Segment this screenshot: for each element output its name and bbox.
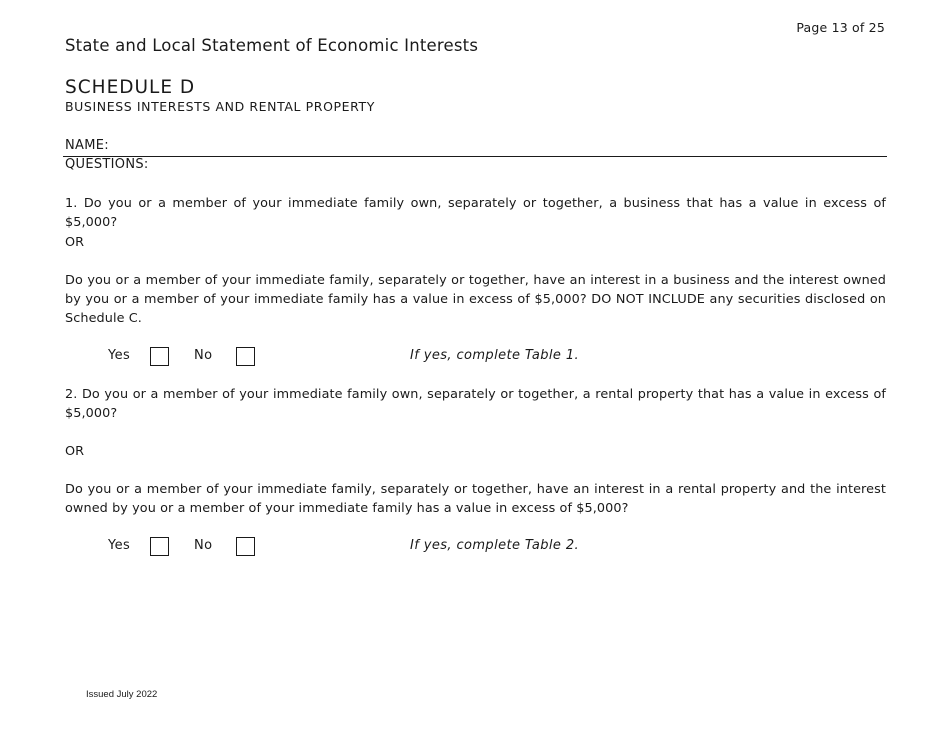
question-1-yes-checkbox[interactable] xyxy=(150,347,169,366)
question-1-instruction: If yes, complete Table 1. xyxy=(410,348,580,363)
name-label: NAME: xyxy=(65,138,109,153)
question-2-yes-checkbox[interactable] xyxy=(150,537,169,556)
question-1-answer-row xyxy=(108,346,808,368)
question-2-part-b: Do you or a member of your immediate family, separately or together, have an interest in a rental property and the interest owned by you or a member of your immediate family has a value in excess of $5,000? xyxy=(65,482,886,516)
question-1-part-a: 1. Do you or a member of your immediate family own, separately or together, a business that has a value in excess of $5,000? xyxy=(65,196,886,230)
page-number: Page 13 of 25 xyxy=(796,20,885,35)
issued-date: Issued July 2022 xyxy=(86,689,158,700)
question-1-or: OR xyxy=(65,235,85,250)
question-2-or: OR xyxy=(65,444,85,459)
question-2-answer-row xyxy=(108,536,808,558)
question-2-yes-label: Yes xyxy=(108,538,131,553)
document-title: State and Local Statement of Economic Interests xyxy=(65,36,479,55)
question-1-no-checkbox[interactable] xyxy=(236,347,255,366)
question-2-no-label: No xyxy=(194,538,213,553)
question-2-instruction: If yes, complete Table 2. xyxy=(410,538,580,553)
question-1-no-label: No xyxy=(194,348,213,363)
questions-label: QUESTIONS: xyxy=(65,157,149,172)
name-field-underline xyxy=(63,156,887,157)
question-1-yes-label: Yes xyxy=(108,348,131,363)
question-2-part-a: 2. Do you or a member of your immediate family own, separately or together, a rental property that has a value in excess of $5,000? xyxy=(65,387,886,421)
schedule-subtitle: BUSINESS INTERESTS AND RENTAL PROPERTY xyxy=(65,99,376,114)
question-2-no-checkbox[interactable] xyxy=(236,537,255,556)
schedule-title: SCHEDULE D xyxy=(65,77,196,98)
question-1-part-b: Do you or a member of your immediate family, separately or together, have an interest in a business and the interest owned by you or a member of your immediate family has a value in excess of $5,000? DO NOT INCLUDE any securities disclosed on Schedule C. xyxy=(65,273,886,326)
